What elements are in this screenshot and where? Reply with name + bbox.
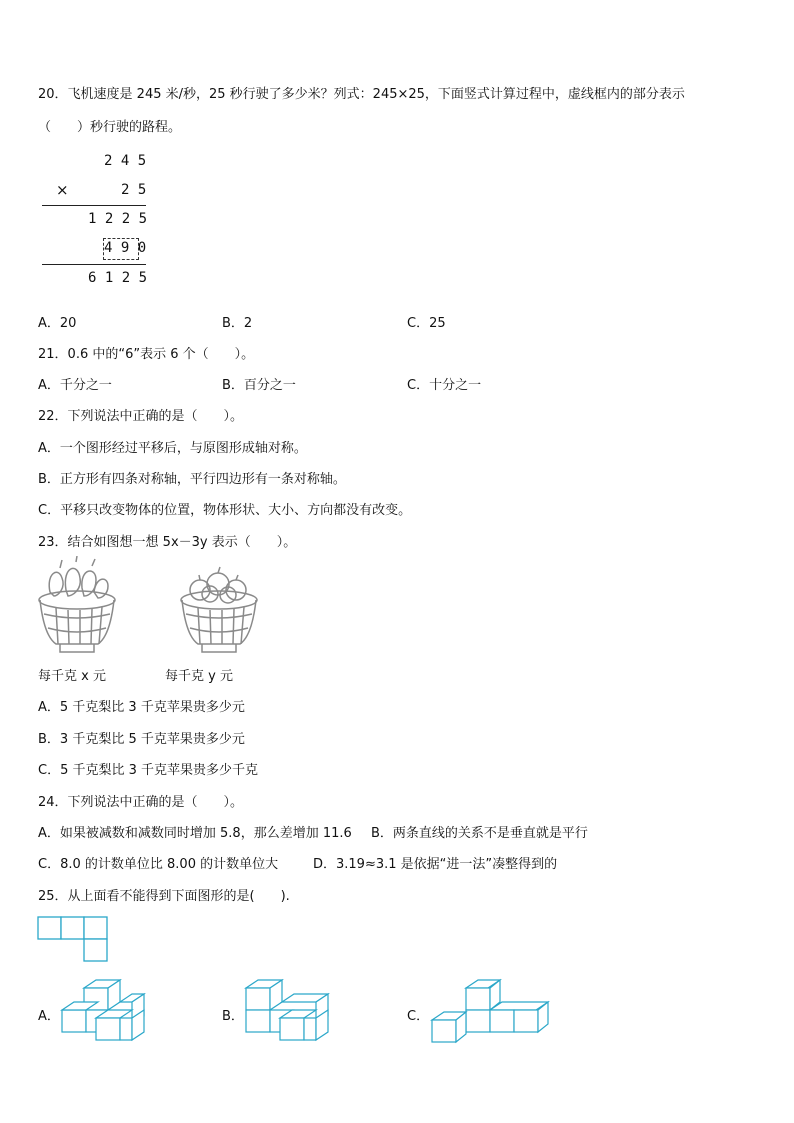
calc-row-multiplier: 2 5: [121, 182, 147, 198]
calc-rule-2: [42, 264, 146, 265]
calc-row-product: 6 1 2 5: [88, 270, 148, 286]
q23-stem: 23．结合如图想一想 5x－3y 表示（ ）。: [38, 535, 297, 550]
calc-rule-1: [42, 205, 146, 206]
q25-option-c-label[interactable]: C．: [407, 1009, 430, 1024]
q25-stem: 25．从上面看不能得到下面图形的是( ).: [38, 889, 290, 904]
q25-option-b-label[interactable]: B．: [222, 1009, 244, 1024]
q21-option-c[interactable]: C．十分之一: [407, 378, 482, 393]
q23-option-b[interactable]: B．3 千克梨比 5 千克苹果贵多少元: [38, 732, 245, 747]
q22-option-b[interactable]: B．正方形有四条对称轴，平行四边形有一条对称轴。: [38, 472, 346, 487]
q23-option-a[interactable]: A．5 千克梨比 3 千克苹果贵多少元: [38, 700, 245, 715]
q23-option-c[interactable]: C．5 千克梨比 3 千克苹果贵多少千克: [38, 763, 259, 778]
apple-price-caption: 每千克 y 元: [165, 669, 233, 684]
calc-row-multiplicand: 2 4 5: [104, 153, 147, 169]
top-view-figure: [37, 916, 109, 964]
q22-stem: 22．下列说法中正确的是（ ）。: [38, 409, 244, 424]
q22-option-c[interactable]: C．平移只改变物体的位置，物体形状、大小、方向都没有改变。: [38, 503, 412, 518]
times-sign: ×: [56, 181, 69, 199]
q24-option-d[interactable]: D．3.19≈3.1 是依据“进一法”凑整得到的: [313, 857, 558, 872]
q25-option-a-cubes[interactable]: [60, 976, 150, 1042]
q25-option-b-cubes[interactable]: [244, 976, 334, 1042]
q24-option-c[interactable]: C．8.0 的计数单位比 8.00 的计数单位大: [38, 857, 279, 872]
q20-option-b[interactable]: B．2: [222, 316, 253, 331]
q24-option-b[interactable]: B．两条直线的关系不是垂直就是平行: [371, 826, 588, 841]
q21-stem: 21．0.6 中的“6”表示 6 个（ ）。: [38, 347, 255, 362]
q24-stem: 24．下列说法中正确的是（ ）。: [38, 795, 244, 810]
apple-basket-image: [178, 560, 260, 656]
q25-option-a-label[interactable]: A．: [38, 1009, 60, 1024]
q22-option-a[interactable]: A．一个图形经过平移后，与原图形成轴对称。: [38, 441, 307, 456]
calc-row-partial-1: 1 2 2 5: [88, 211, 148, 227]
q20-stem-line2: （ ）秒行驶的路程。: [38, 120, 182, 135]
q20-stem-line1: 20．飞机速度是 245 米/秒，25 秒行驶了多少米？列式：245×25，下面竖式计算过程中，虚线框内的部分表示: [38, 87, 685, 102]
pear-basket-image: [36, 556, 118, 656]
q24-option-a[interactable]: A．如果被减数和减数同时增加 5.8，那么差增加 11.6: [38, 826, 352, 841]
q20-option-c[interactable]: C．25: [407, 316, 446, 331]
q21-option-a[interactable]: A．千分之一: [38, 378, 112, 393]
calc-row-partial-2: 4 9 0: [104, 240, 147, 256]
q21-option-b[interactable]: B．百分之一: [222, 378, 296, 393]
q20-option-a[interactable]: A．20: [38, 316, 77, 331]
q25-option-c-cubes[interactable]: [430, 976, 550, 1046]
pear-price-caption: 每千克 x 元: [38, 669, 106, 684]
